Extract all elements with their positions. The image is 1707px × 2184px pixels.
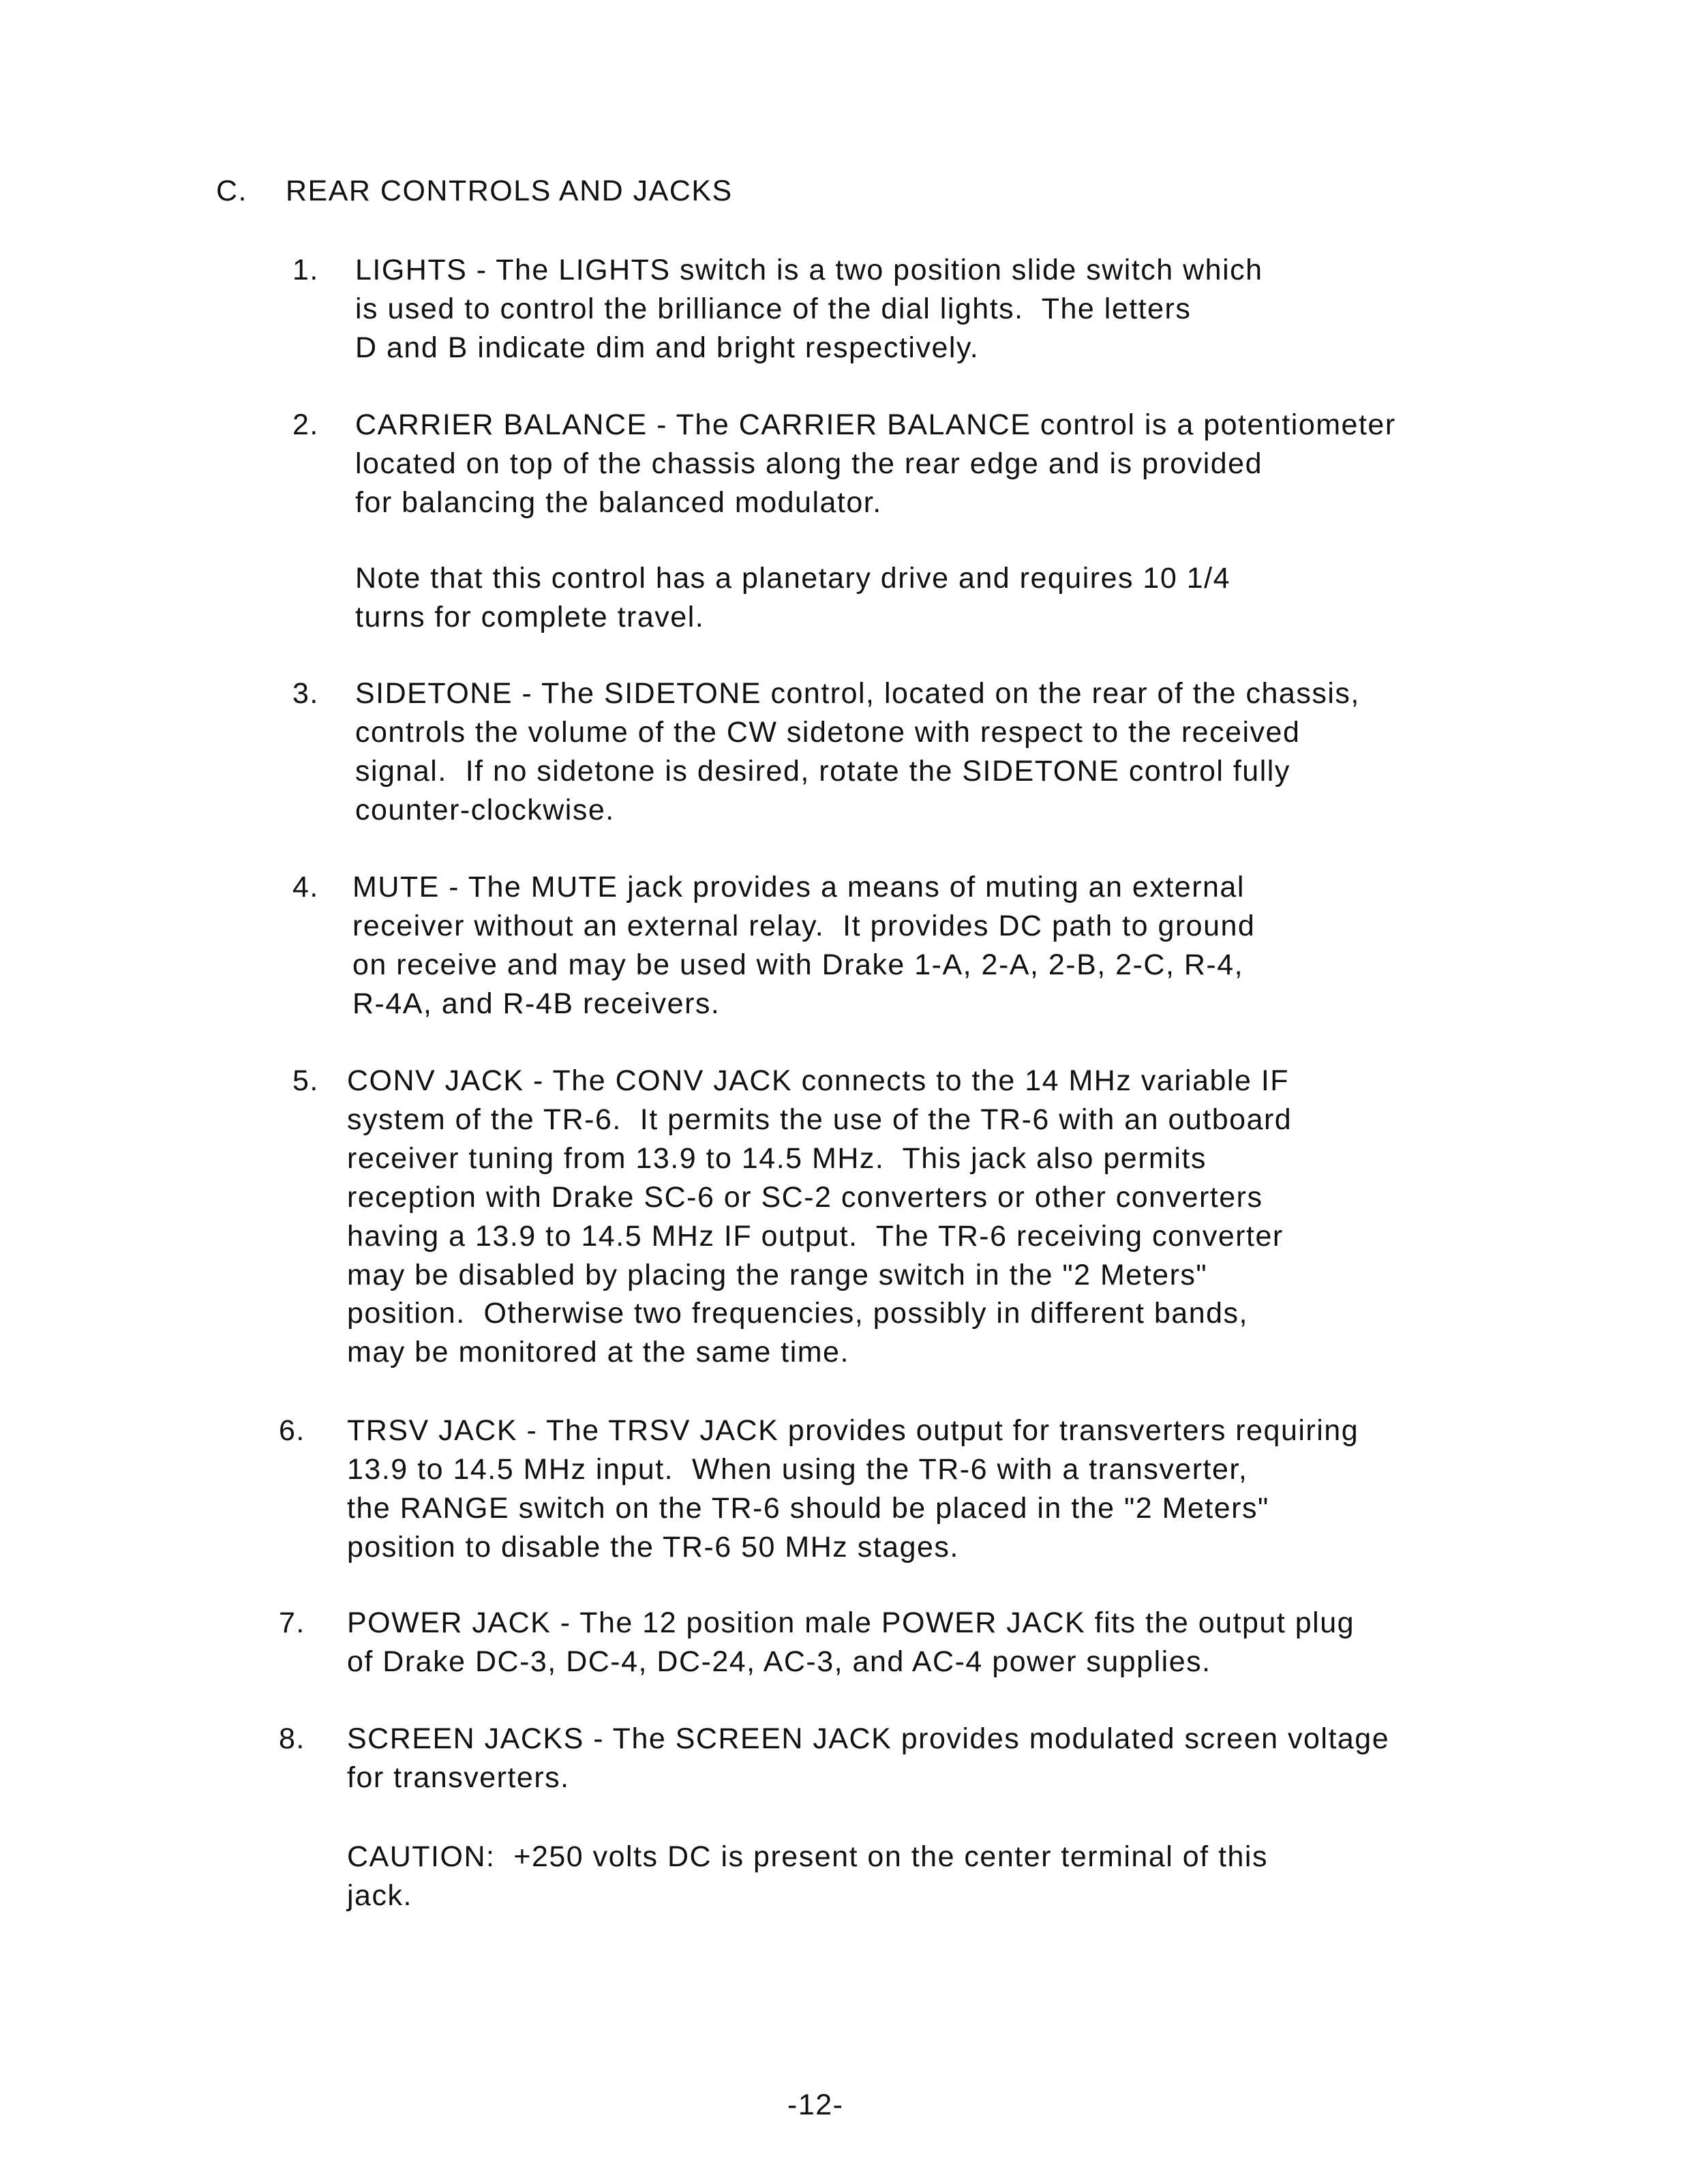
item-text-line: controls the volume of the CW sidetone with respect to the received <box>355 715 1301 749</box>
item-text-line: counter-clockwise. <box>355 793 615 826</box>
item-text-line: may be disabled by placing the range switch in the "2 Meters" <box>347 1258 1208 1291</box>
item-number: 3. <box>292 677 319 710</box>
item-text-line: position. Otherwise two frequencies, possibly in different bands, <box>347 1297 1248 1330</box>
item-text-line: SIDETONE - The SIDETONE control, located on the rear of the chassis, <box>355 677 1360 710</box>
item-text-line: reception with Drake SC-6 or SC-2 converters or other converters <box>347 1180 1263 1214</box>
section-title: REAR CONTROLS AND JACKS <box>286 175 733 207</box>
note-line: turns for complete travel. <box>355 600 705 633</box>
section-letter: C. <box>216 175 247 207</box>
caution-note-line: jack. <box>347 1879 412 1912</box>
item-text-line: receiver tuning from 13.9 to 14.5 MHz. This jack also permits <box>347 1141 1207 1175</box>
item-text-line: receiver without an external relay. It provides DC path to ground <box>352 909 1256 942</box>
note-line: Note that this control has a planetary drive and requires 10 1/4 <box>355 562 1230 595</box>
item-text-line: SCREEN JACKS - The SCREEN JACK provides modulated screen voltage <box>347 1722 1390 1755</box>
item-text-line: D and B indicate dim and bright respectively. <box>355 331 980 364</box>
item-text-line: for transverters. <box>347 1761 570 1794</box>
item-text-line: signal. If no sidetone is desired, rotate the SIDETONE control fully <box>355 754 1290 788</box>
item-text-line: may be monitored at the same time. <box>347 1336 849 1369</box>
page-number: -12- <box>787 2089 844 2121</box>
item-text-line: on receive and may be used with Drake 1-A, 2-A, 2-B, 2-C, R-4, <box>352 948 1244 981</box>
item-text-line: the RANGE switch on the TR-6 should be placed in the "2 Meters" <box>347 1491 1269 1525</box>
item-number: 8. <box>279 1722 305 1755</box>
caution-note-line: CAUTION: +250 volts DC is present on the center terminal of this <box>347 1840 1268 1873</box>
item-text-line: for balancing the balanced modulator. <box>355 485 882 519</box>
item-text-line: having a 13.9 to 14.5 MHz IF output. The TR-6 receiving converter <box>347 1219 1284 1253</box>
item-text-line: CARRIER BALANCE - The CARRIER BALANCE control is a potentiometer <box>355 408 1396 441</box>
item-text-line: 13.9 to 14.5 MHz input. When using the TR-6 with a transverter, <box>347 1452 1248 1486</box>
item-text-line: TRSV JACK - The TRSV JACK provides output for transverters requiring <box>347 1414 1359 1447</box>
item-text-line: located on top of the chassis along the rear edge and is provided <box>355 447 1263 480</box>
item-number: 2. <box>292 408 319 441</box>
item-number: 1. <box>292 254 319 286</box>
item-text-line: POWER JACK - The 12 position male POWER JACK fits the output plug <box>347 1606 1355 1639</box>
item-text-line: MUTE - The MUTE jack provides a means of muting an external <box>352 871 1245 903</box>
item-number: 7. <box>279 1606 305 1639</box>
item-text-line: R-4A, and R-4B receivers. <box>352 987 721 1020</box>
item-number: 4. <box>292 871 319 903</box>
item-text-line: system of the TR-6. It permits the use of the TR-6 with an outboard <box>347 1103 1293 1136</box>
item-text-line: of Drake DC-3, DC-4, DC-24, AC-3, and AC-4 power supplies. <box>347 1645 1211 1678</box>
item-number: 6. <box>279 1414 305 1447</box>
item-text-line: is used to control the brilliance of the dial lights. The letters <box>355 292 1192 325</box>
item-text-line: LIGHTS - The LIGHTS switch is a two position slide switch which <box>355 254 1263 286</box>
item-text-line: CONV JACK - The CONV JACK connects to the 14 MHz variable IF <box>347 1064 1290 1097</box>
item-text-line: position to disable the TR-6 50 MHz stages. <box>347 1530 959 1564</box>
item-number: 5. <box>292 1064 319 1097</box>
